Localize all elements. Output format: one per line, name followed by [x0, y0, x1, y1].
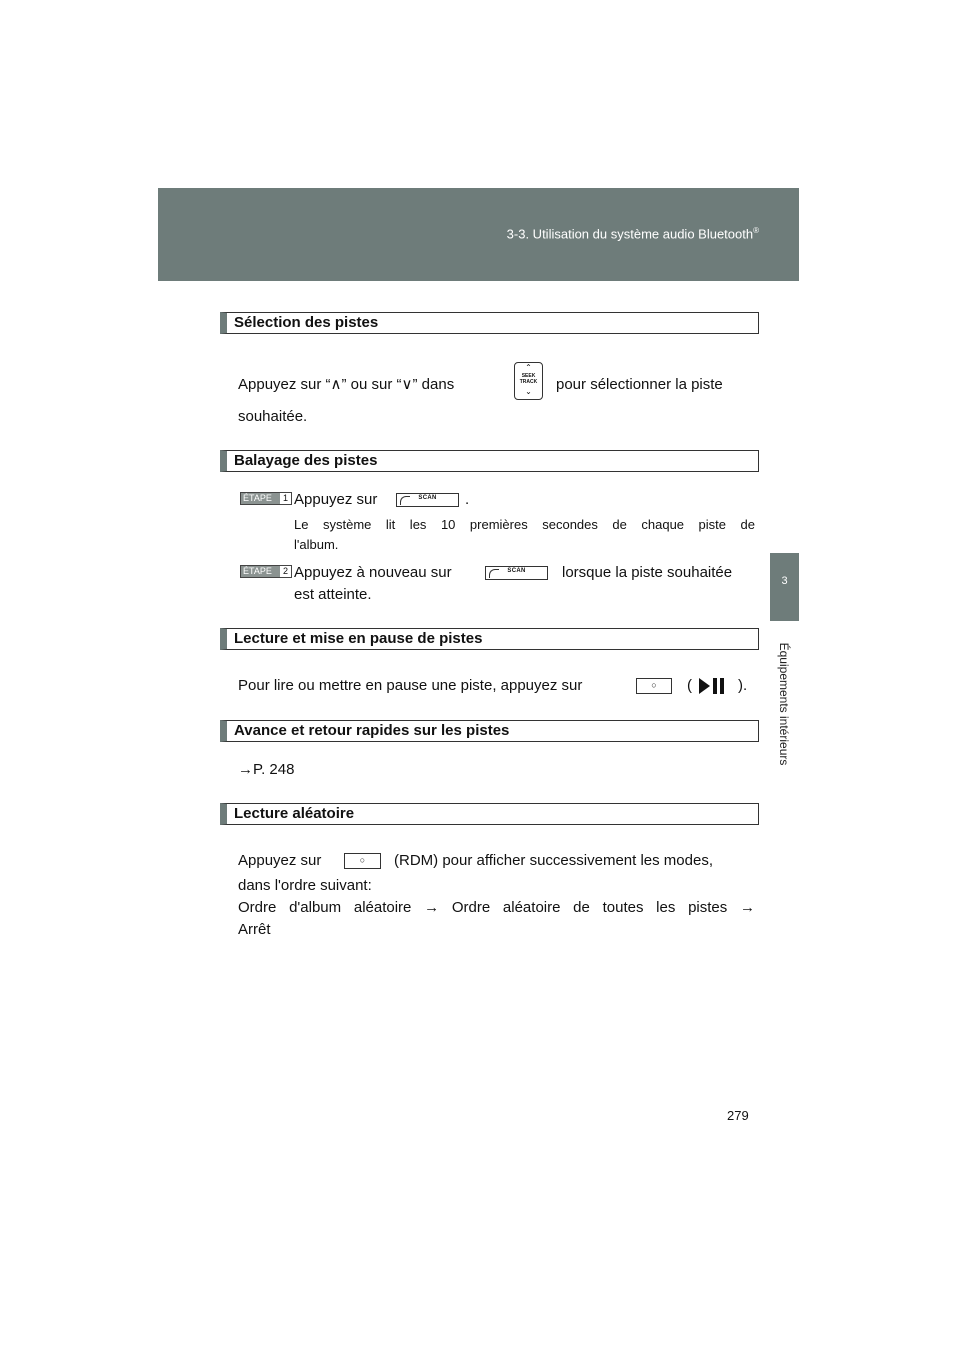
step-1-badge: ÉTAPE 1: [240, 492, 292, 505]
step-2-text-3: est atteinte.: [294, 586, 372, 603]
up-arrow-icon: ⌃: [525, 363, 532, 372]
rdm-button-icon: ○: [344, 853, 381, 869]
chapter-tab: [770, 553, 799, 621]
step-1-text-end: .: [465, 491, 470, 508]
scan-button-icon: SCAN: [396, 493, 459, 507]
page-reference: →P. 248: [238, 761, 295, 778]
registered-mark: ®: [753, 226, 759, 235]
step-1-note-line-2: l'album.: [294, 537, 339, 552]
track-selection-text-3: souhaitée.: [238, 408, 308, 425]
track-selection-text-2: pour sélectionner la piste: [556, 376, 723, 393]
random-play-text-1: Appuyez sur: [238, 852, 322, 869]
paren-close: ).: [738, 677, 748, 694]
preset-button-icon: ○: [636, 678, 672, 694]
chapter-number: 3: [781, 575, 788, 587]
track-selection-text-1: Appuyez sur “∧” ou sur “∨” dans: [238, 376, 455, 393]
step-2-text-2: lorsque la piste souhaitée: [562, 564, 733, 581]
down-arrow-icon: ⌄: [525, 387, 532, 396]
seek-track-button-icon: ⌃ SEEK TRACK ⌄: [514, 362, 543, 400]
chapter-header: [158, 188, 799, 281]
play-pause-text: Pour lire ou mettre en pause une piste, appuyez sur: [238, 677, 583, 694]
step-2-badge: ÉTAPE 2: [240, 565, 292, 578]
chapter-side-label: Équipements intérieurs: [777, 642, 791, 766]
play-pause-icon: [697, 676, 727, 696]
section-heading-track-selection: Sélection des pistes: [220, 312, 759, 334]
random-play-sequence: Ordre d'album aléatoire → Ordre aléatoire de toutes les pistes →: [238, 899, 755, 916]
chapter-title: 3-3. Utilisation du système audio Bluetooth®: [506, 226, 759, 242]
random-play-sequence-end: Arrêt: [238, 921, 271, 938]
scan-button-icon-2: SCAN: [485, 566, 548, 580]
random-play-text-2: (RDM) pour afficher successivement les modes,: [394, 852, 713, 869]
section-heading-play-pause: Lecture et mise en pause de pistes: [220, 628, 759, 650]
page-number: 279: [727, 1108, 749, 1123]
random-play-text-3: dans l'ordre suivant:: [238, 877, 372, 894]
step-1-note-line-1: Le système lit les 10 premières secondes de chaque piste de: [294, 517, 755, 532]
step-1-text: Appuyez sur: [294, 491, 378, 508]
section-heading-track-scan: Balayage des pistes: [220, 450, 759, 472]
section-heading-random-play: Lecture aléatoire: [220, 803, 759, 825]
step-2-text: Appuyez à nouveau sur: [294, 564, 452, 581]
section-heading-fast-forward-rewind: Avance et retour rapides sur les pistes: [220, 720, 759, 742]
paren-open: (: [687, 677, 692, 694]
